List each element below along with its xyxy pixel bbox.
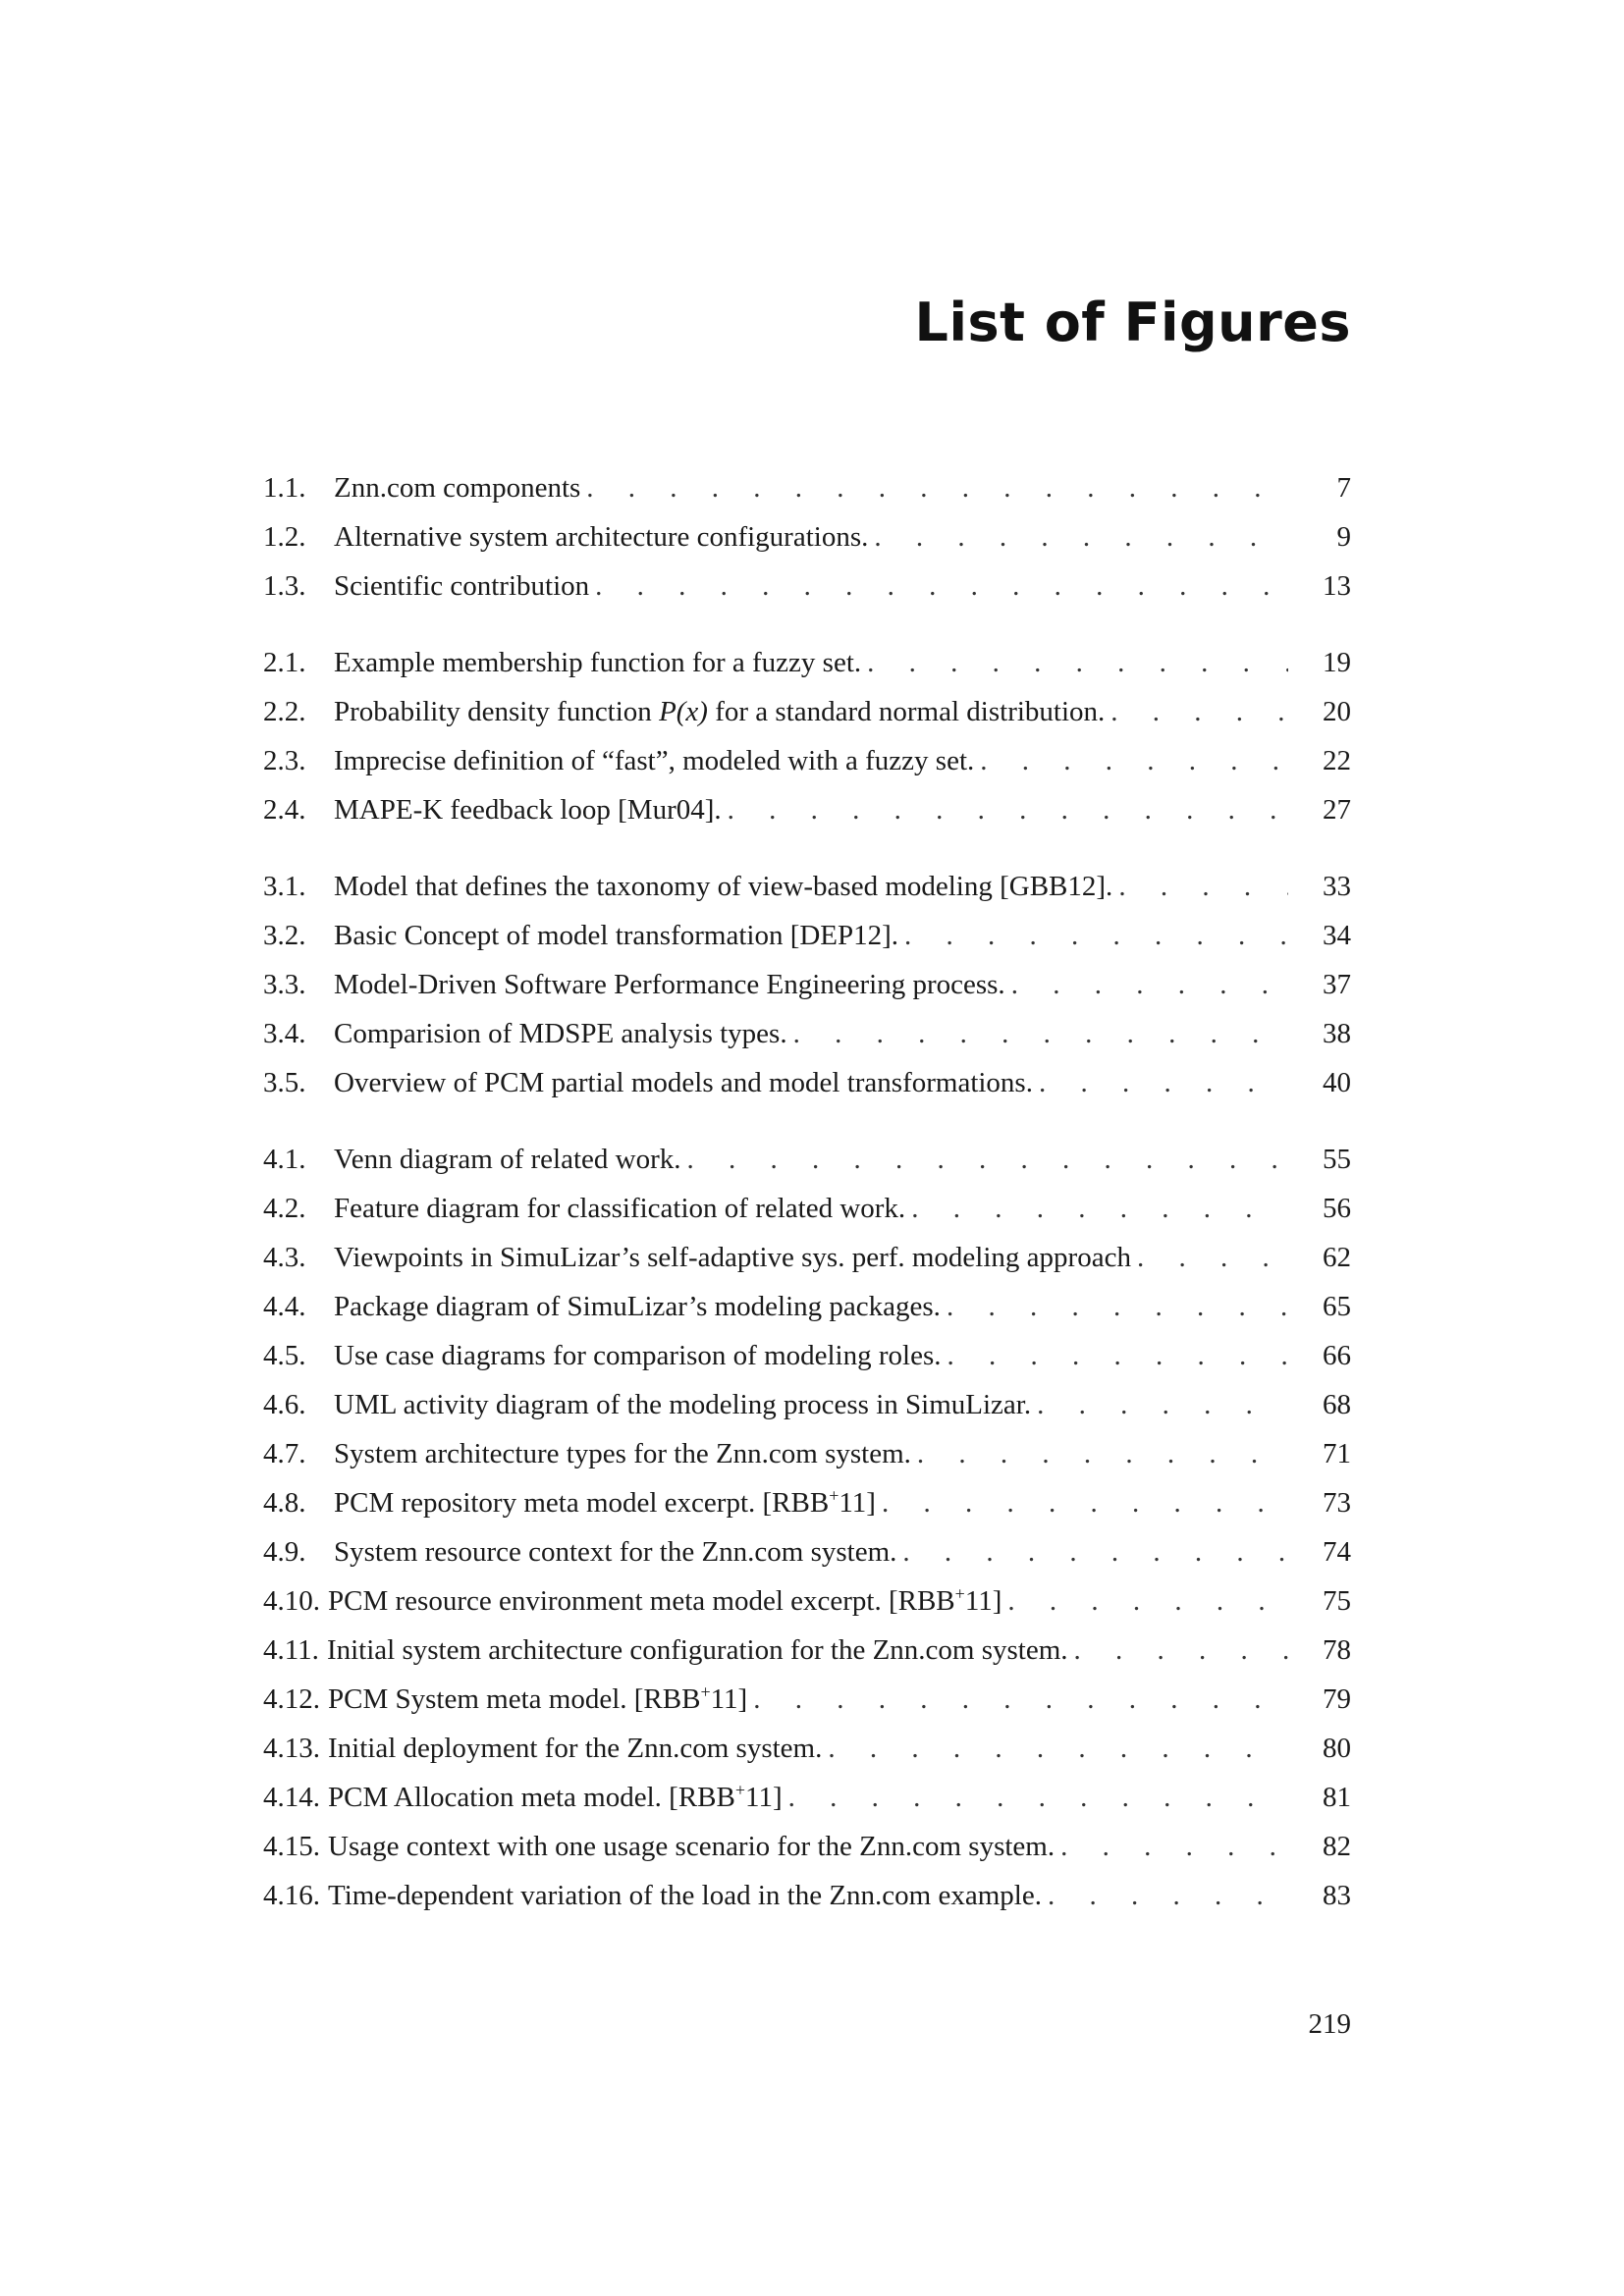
figure-number: 4.14. [263,1782,320,1813]
page-ref: 78 [1323,1634,1351,1666]
figure-number: 4.15. [263,1831,320,1862]
figure-caption: Imprecise definition of “fast”, modeled with a fuzzy set. [334,745,975,776]
chapter-4-group [263,1135,1351,1920]
list-entry[interactable] [263,1282,1351,1331]
page-ref: 9 [1336,521,1351,553]
chapter-3-group [263,862,1351,1107]
caption-text: PCM System meta model. [RBB [328,1683,701,1715]
dot-leader [947,1331,1289,1380]
dot-leader [1110,687,1288,736]
page-ref: 80 [1323,1733,1351,1764]
page-ref: 55 [1323,1144,1351,1175]
list-entry[interactable] [263,1135,1351,1184]
dot-leader [793,1009,1288,1058]
page-ref: 79 [1323,1683,1351,1715]
page-ref: 27 [1323,794,1351,826]
figure-number: 4.13. [263,1733,320,1764]
list-entry[interactable] [263,1626,1351,1675]
page-ref: 22 [1323,745,1351,776]
list-entry[interactable] [263,1773,1351,1822]
page-ref: 83 [1323,1880,1351,1911]
page-ref: 73 [1323,1487,1351,1519]
figure-number: 3.4. [263,1018,306,1049]
figure-number: 2.1. [263,647,306,678]
figure-caption: Znn.com components [334,472,581,504]
figure-caption: Usage context with one usage scenario for the Znn.com system. [328,1831,1056,1862]
figure-caption [328,1773,788,1822]
dot-leader [1039,1058,1288,1107]
superscript: + [734,1780,746,1800]
page-ref: 65 [1323,1291,1351,1322]
list-entry[interactable] [263,1184,1351,1233]
list-entry[interactable] [263,1009,1351,1058]
figure-caption: Initial deployment for the Znn.com system. [328,1733,823,1764]
figure-caption: Venn diagram of related work. [334,1144,681,1175]
page-ref: 68 [1323,1389,1351,1420]
dot-leader [1011,960,1288,1009]
page-ref: 37 [1323,969,1351,1000]
dot-leader [1060,1822,1288,1871]
list-entry[interactable] [263,1380,1351,1429]
page-ref: 82 [1323,1831,1351,1862]
figure-number: 4.3. [263,1242,306,1273]
dot-leader [867,638,1288,687]
figure-caption: Package diagram of SimuLizar’s modeling packages. [334,1291,941,1322]
list-entry[interactable] [263,1576,1351,1626]
list-entry[interactable] [263,1527,1351,1576]
figure-number: 3.1. [263,871,306,902]
figure-caption: Feature diagram for classification of related work. [334,1193,906,1224]
figure-number: 4.8. [263,1487,306,1519]
caption-text: Probability density function [334,696,660,727]
dot-leader [1007,1576,1288,1626]
figure-number: 4.5. [263,1340,306,1371]
figure-caption: Alternative system architecture configurations. [334,521,869,553]
list-entry[interactable] [263,1058,1351,1107]
page-ref: 74 [1323,1536,1351,1568]
figure-caption [328,1675,753,1724]
list-entry[interactable] [263,1724,1351,1773]
math-expression: P(x) [659,696,708,727]
figure-caption: Time-dependent variation of the load in the Znn.com example. [328,1880,1042,1911]
figure-number: 2.2. [263,696,306,727]
dot-leader [788,1773,1288,1822]
figure-caption: Initial system architecture configuration for the Znn.com system. [326,1634,1068,1666]
page-ref: 7 [1336,472,1351,504]
dot-leader [874,512,1288,561]
figure-number: 4.11. [263,1634,319,1666]
page-ref: 33 [1323,871,1351,902]
figure-number: 4.9. [263,1536,306,1568]
figure-caption: Example membership function for a fuzzy set. [334,647,862,678]
figure-number: 4.2. [263,1193,306,1224]
figure-number: 4.7. [263,1438,306,1469]
caption-text: for a standard normal distribution. [707,696,1106,727]
list-entry[interactable] [263,1429,1351,1478]
caption-text: 11] [964,1585,1002,1617]
list-entry[interactable] [263,736,1351,785]
list-entry[interactable] [263,1871,1351,1920]
dot-leader [728,785,1288,834]
page-title: List of Figures [914,292,1351,353]
figure-number: 3.2. [263,920,306,951]
dot-leader [1048,1871,1288,1920]
figure-number: 1.2. [263,521,306,553]
dot-leader [595,561,1288,611]
list-entry[interactable] [263,1822,1351,1871]
list-entry[interactable] [263,960,1351,1009]
page-ref: 19 [1323,647,1351,678]
chapter-2-group [263,638,1351,834]
figure-number: 4.1. [263,1144,306,1175]
figure-number: 1.1. [263,472,306,504]
dot-leader [917,1429,1288,1478]
figure-caption [328,1576,1007,1626]
superscript: + [700,1682,711,1702]
page-ref: 81 [1323,1782,1351,1813]
dot-leader [947,1282,1288,1331]
superscript: + [954,1583,965,1604]
list-entry[interactable] [263,1331,1351,1380]
caption-text: PCM Allocation meta model. [RBB [328,1782,735,1813]
figure-number: 4.16. [263,1880,320,1911]
figure-caption: Basic Concept of model transformation [DEP12]. [334,920,899,951]
page-ref: 66 [1323,1340,1351,1371]
superscript: + [829,1485,839,1506]
figure-number: 4.6. [263,1389,306,1420]
list-entry[interactable] [263,638,1351,687]
page-number: 219 [1308,2008,1351,2040]
dot-leader [1118,862,1288,911]
figure-number: 4.10. [263,1585,320,1617]
list-entry[interactable] [263,1675,1351,1724]
figure-number: 3.3. [263,969,306,1000]
figure-caption: System architecture types for the Znn.com system. [334,1438,911,1469]
chapter-1-group [263,463,1351,611]
dot-leader [828,1724,1288,1773]
dot-leader [586,463,1288,512]
caption-text: PCM repository meta model excerpt. [RBB [334,1487,830,1519]
caption-text: 11] [745,1782,783,1813]
figure-caption: Use case diagrams for comparison of modeling roles. [334,1340,942,1371]
figure-caption: Viewpoints in SimuLizar’s self-adaptive sys. perf. modeling approach [334,1242,1131,1273]
figure-number: 4.4. [263,1291,306,1322]
list-entry[interactable] [263,561,1351,611]
figure-number: 1.3. [263,570,306,602]
figure-caption [334,1478,882,1527]
figure-caption: Scientific contribution [334,570,590,602]
page-ref: 34 [1323,920,1351,951]
caption-text: PCM resource environment meta model excerpt. [RBB [328,1585,955,1617]
dot-leader [904,911,1288,960]
list-entry[interactable] [263,862,1351,911]
dot-leader [911,1184,1288,1233]
dot-leader [1074,1626,1288,1675]
caption-text: 11] [710,1683,748,1715]
dot-leader [902,1527,1288,1576]
list-entry[interactable] [263,512,1351,561]
list-of-figures [263,463,1351,1948]
page-ref: 75 [1323,1585,1351,1617]
page-ref: 71 [1323,1438,1351,1469]
figure-caption: Comparision of MDSPE analysis types. [334,1018,787,1049]
figure-caption: UML activity diagram of the modeling process in SimuLizar. [334,1389,1032,1420]
figure-number: 3.5. [263,1067,306,1098]
dot-leader [882,1478,1288,1527]
list-entry[interactable] [263,1478,1351,1527]
page-ref: 62 [1323,1242,1351,1273]
list-entry[interactable] [263,911,1351,960]
list-entry[interactable] [263,785,1351,834]
page-ref: 20 [1323,696,1351,727]
dot-leader [687,1135,1288,1184]
page-ref: 40 [1323,1067,1351,1098]
list-entry[interactable] [263,1233,1351,1282]
figure-caption: System resource context for the Znn.com system. [334,1536,897,1568]
dot-leader [753,1675,1288,1724]
dot-leader [980,736,1288,785]
dot-leader [1137,1233,1288,1282]
figure-caption: Model that defines the taxonomy of view-based modeling [GBB12]. [334,871,1113,902]
list-entry[interactable] [263,687,1351,736]
figure-number: 4.12. [263,1683,320,1715]
page-ref: 56 [1323,1193,1351,1224]
page-ref: 13 [1323,570,1351,602]
figure-number: 2.3. [263,745,306,776]
list-entry[interactable] [263,463,1351,512]
dot-leader [1037,1380,1288,1429]
figure-caption: MAPE-K feedback loop [Mur04]. [334,794,722,826]
figure-number: 2.4. [263,794,306,826]
figure-caption: Overview of PCM partial models and model transformations. [334,1067,1033,1098]
figure-caption [334,687,1110,736]
page-ref: 38 [1323,1018,1351,1049]
figure-caption: Model-Driven Software Performance Engineering process. [334,969,1005,1000]
caption-text: 11] [839,1487,876,1519]
